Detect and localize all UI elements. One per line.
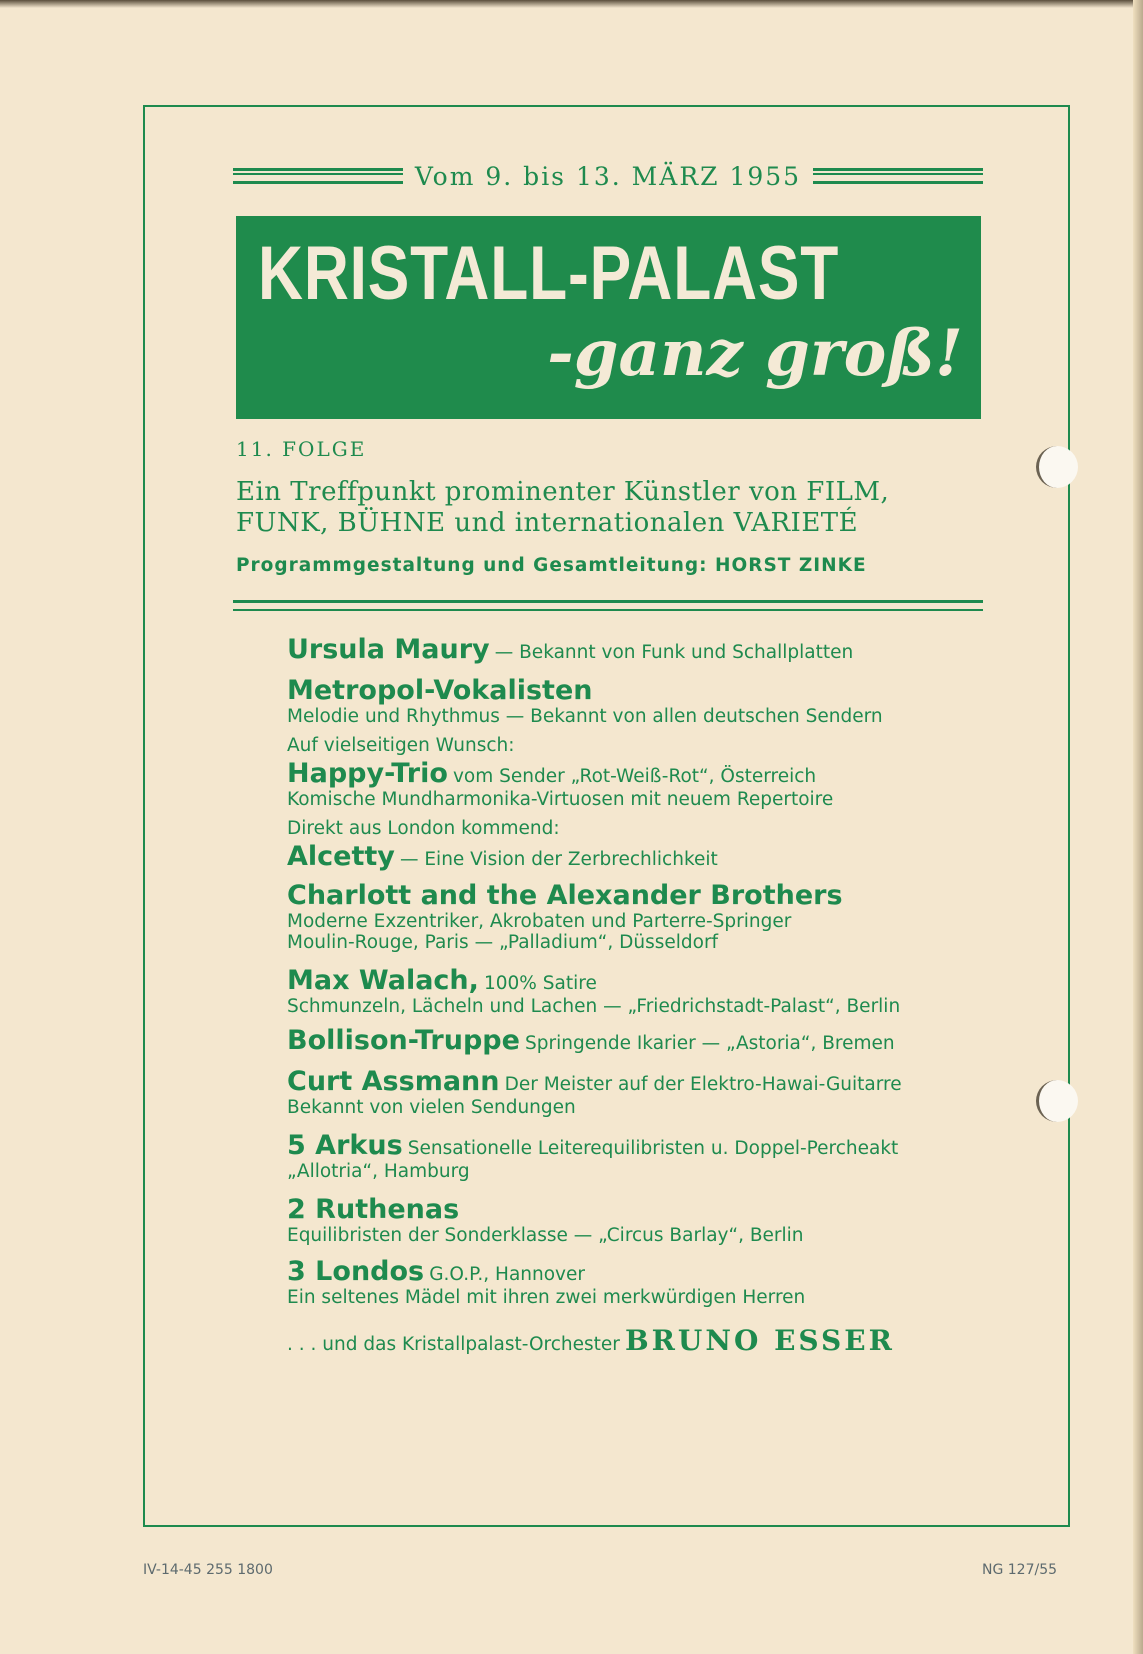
act-name: Ursula Maury: [287, 634, 490, 665]
title-banner: [236, 216, 981, 419]
act-entry: [287, 1256, 987, 1308]
act-description: Der Meister auf der Elektro-Hawai-Guitarre: [504, 1074, 902, 1095]
print-code-right: NG 127/55: [982, 1562, 1058, 1578]
banner-slogan: -ganz groß!: [547, 316, 963, 391]
act-description: G.O.P., Hannover: [429, 1264, 585, 1285]
act-name: Happy-Trio: [287, 758, 448, 789]
act-detail: Ein seltenes Mädel mit ihren zwei merkwürdigen Herren: [287, 1287, 806, 1308]
orchestra-line: [287, 1324, 987, 1357]
act-detail: Moderne Exzentriker, Akrobaten und Parterre-Springer: [287, 911, 792, 932]
direction-credit: Programmgestaltung und Gesamtleitung: HORST ZINKE: [236, 555, 867, 576]
act-description: Springende Ikarier — „Astoria“, Bremen: [525, 1033, 895, 1054]
act-description: 100% Satire: [484, 973, 597, 994]
act-detail: Komische Mundharmonika-Virtuosen mit neuem Repertoire: [287, 789, 834, 810]
paper-right-edge: [1133, 0, 1143, 1654]
act-detail: „Allotria“, Hamburg: [287, 1161, 470, 1182]
act-detail: Melodie und Rhythmus — Bekannt von allen deutschen Sendern: [287, 706, 883, 727]
punch-hole-top: [1036, 446, 1078, 488]
act-entry: [287, 1066, 987, 1118]
dateline-rule-right: [813, 168, 983, 184]
act-name: Curt Assmann: [287, 1066, 500, 1097]
act-name: Metropol-Vokalisten: [287, 675, 593, 706]
act-name: 3 Londos: [287, 1256, 425, 1287]
intro-line-2: FUNK, BÜHNE und internationalen VARIETÉ: [236, 508, 859, 538]
dateline-rule-left: [233, 168, 403, 184]
act-detail: Auf vielseitigen Wunsch:: [287, 735, 515, 756]
program-list: [287, 630, 987, 1357]
act-entry: [287, 1194, 987, 1246]
intro-text: [236, 477, 996, 539]
orchestra-conductor: BRUNO ESSER: [625, 1324, 895, 1357]
act-name: Charlott and the Alexander Brothers: [287, 880, 843, 911]
paper-top-edge: [0, 0, 1143, 8]
act-name: Alcetty: [287, 841, 395, 872]
act-entry: [287, 880, 987, 953]
punch-hole-bottom: [1036, 1080, 1078, 1122]
act-detail: Schmunzeln, Lächeln und Lachen — „Friedrichstadt-Palast“, Berlin: [287, 996, 901, 1017]
act-name: Bollison-Truppe: [287, 1025, 520, 1056]
orchestra-prefix: . . . und das Kristallpalast-Orchester: [287, 1334, 620, 1355]
print-code-left: IV-14-45 255 1800: [143, 1562, 273, 1578]
act-detail: Bekannt von vielen Sendungen: [287, 1097, 576, 1118]
act-name: 5 Arkus: [287, 1130, 403, 1161]
act-entry: [287, 758, 987, 839]
act-detail: Moulin-Rouge, Paris — „Palladium“, Düsseldorf: [287, 932, 719, 953]
act-entry: [287, 841, 987, 872]
act-description: — Bekannt von Funk und Schallplatten: [494, 642, 854, 663]
section-divider: [233, 600, 983, 611]
act-description: Sensationelle Leiterequilibristen u. Doppel-Percheakt: [407, 1138, 899, 1159]
act-entry: [287, 634, 987, 665]
act-entry: [287, 675, 987, 756]
act-description: — Eine Vision der Zerbrechlichkeit: [399, 849, 718, 870]
act-name: Max Walach,: [287, 965, 479, 996]
act-name: 2 Ruthenas: [287, 1194, 460, 1225]
dateline-text: Vom 9. bis 13. MÄRZ 1955: [414, 161, 802, 191]
act-description: vom Sender „Rot-Weiß-Rot“, Österreich: [452, 766, 817, 787]
dateline: [233, 158, 983, 194]
banner-title: KRISTALL-PALAST: [258, 231, 840, 316]
act-detail: Direkt aus London kommend:: [287, 818, 560, 839]
act-detail: Equilibristen der Sonderklasse — „Circus Barlay“, Berlin: [287, 1225, 804, 1246]
episode-label: 11. FOLGE: [236, 437, 367, 461]
act-entry: [287, 1025, 987, 1056]
intro-line-1: Ein Treffpunkt prominenter Künstler von FILM,: [236, 477, 890, 507]
act-entry: [287, 965, 987, 1017]
act-entry: [287, 1130, 987, 1182]
